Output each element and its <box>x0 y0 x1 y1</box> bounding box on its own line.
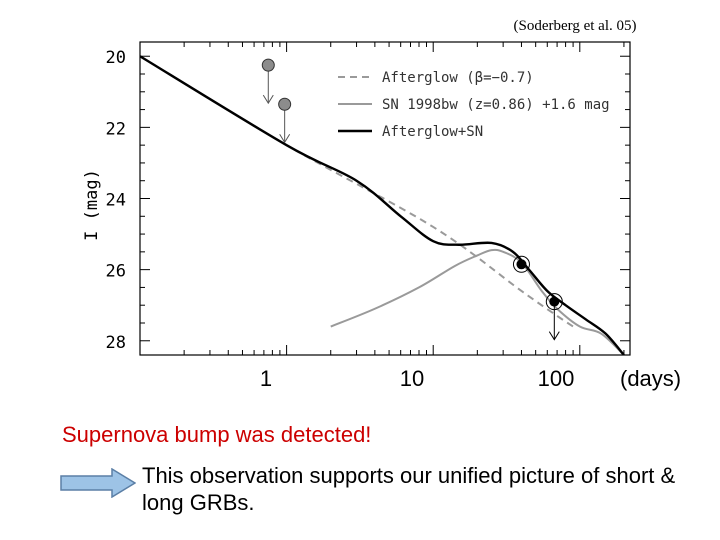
y-tick-label: 22 <box>105 119 126 140</box>
y-tick-label: 26 <box>105 261 126 282</box>
detection-point <box>549 297 559 307</box>
y-tick-label: 24 <box>105 190 126 211</box>
detection-point <box>516 259 526 269</box>
x-tick-label-10: 10 <box>399 366 425 391</box>
headline: Supernova bump was detected! <box>62 422 372 447</box>
conclusion-text: This observation supports our unified picture of short & long GRBs. <box>142 463 676 515</box>
y-tick-label: 20 <box>105 48 126 69</box>
x-tick-label-100: 100 <box>537 366 575 391</box>
x-tick-label-1: 1 <box>259 366 273 391</box>
citation: (Soderberg et al. 05) <box>513 18 637 34</box>
early-upper-limit-point <box>262 59 274 71</box>
x-unit-label: (days) <box>620 366 682 391</box>
legend-label: Afterglow+SN <box>382 124 484 140</box>
early-upper-limit-point <box>279 98 291 110</box>
y-axis-label: I (mag) <box>82 169 102 241</box>
legend-label: Afterglow (β=−0.7) <box>382 70 534 86</box>
right-arrow-icon <box>60 468 136 498</box>
y-tick-label: 28 <box>105 332 126 353</box>
sn-1998bw-curve <box>331 250 624 355</box>
legend-label: SN 1998bw (z=0.86) +1.6 mag <box>382 97 610 113</box>
